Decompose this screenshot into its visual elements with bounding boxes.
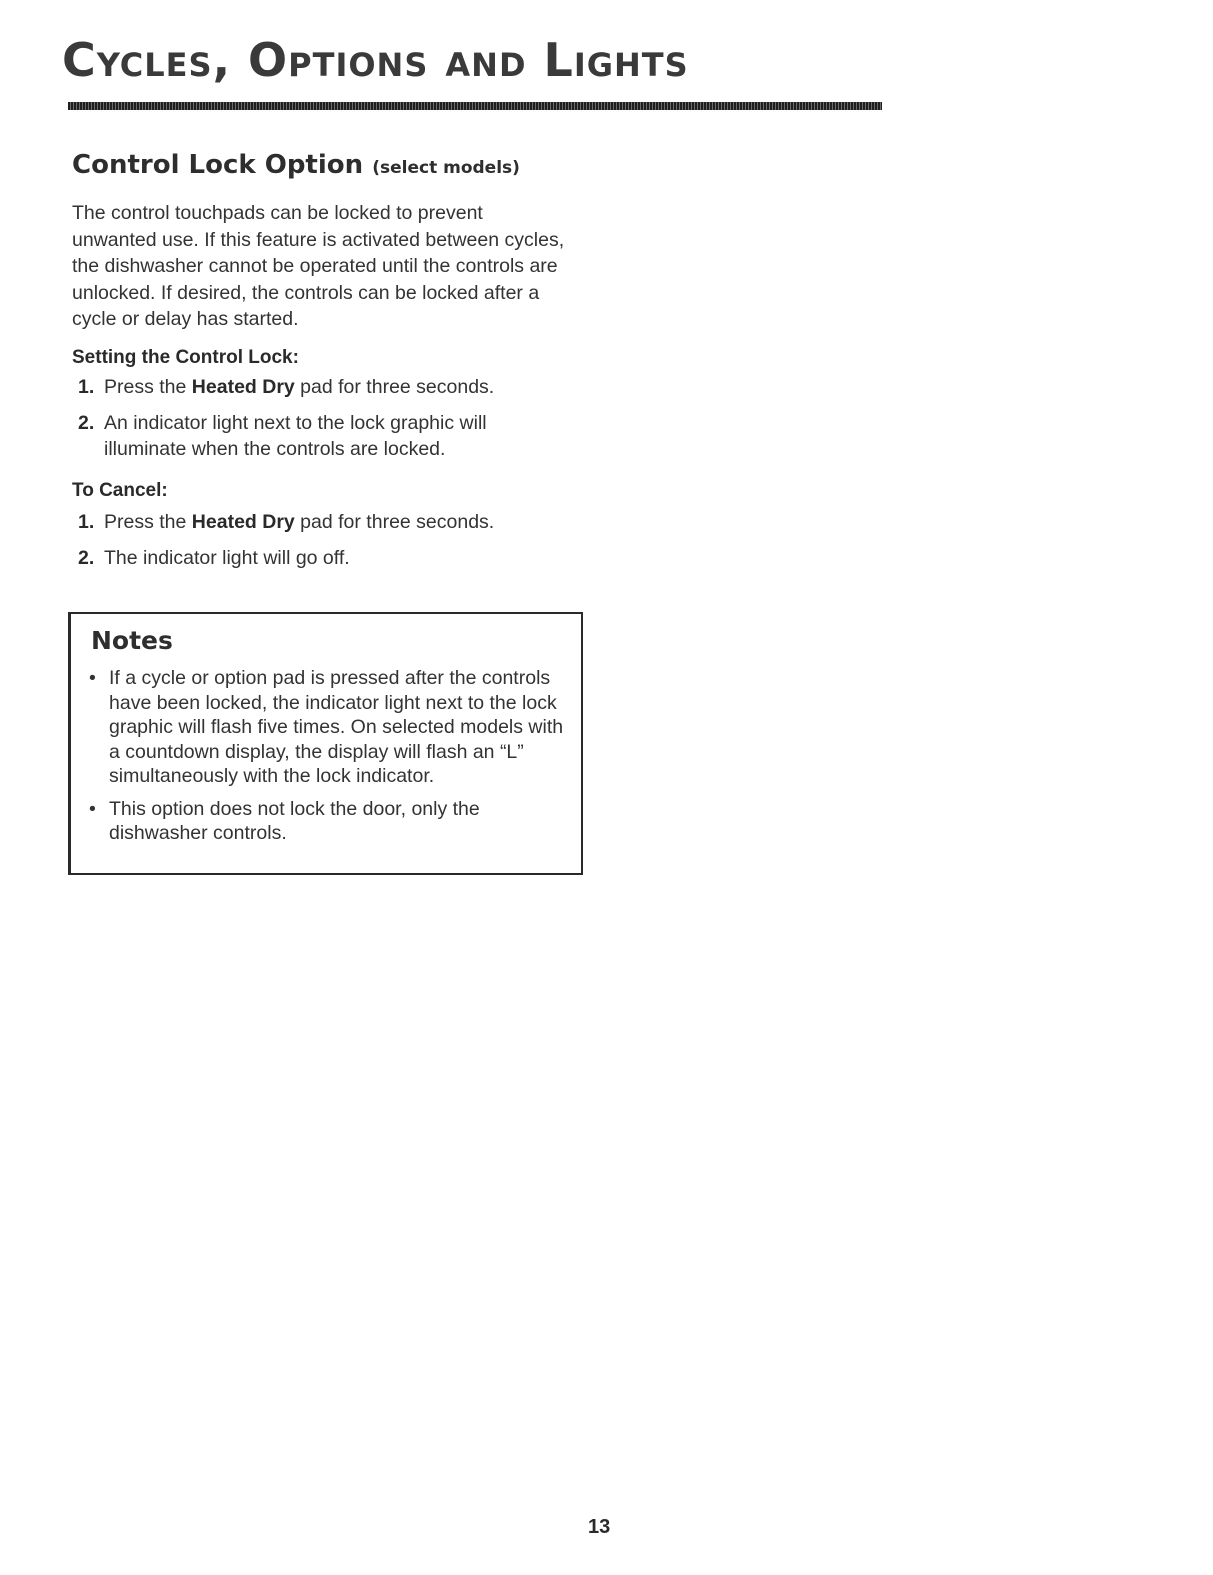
notes-box xyxy=(68,612,583,875)
setting-step-2 xyxy=(72,410,572,462)
step-text-before: Press the xyxy=(104,511,192,533)
step-text-after: pad for three seconds. xyxy=(294,376,495,398)
section-heading xyxy=(72,148,520,185)
page-number: 13 xyxy=(588,1516,611,1538)
setting-heading: Setting the Control Lock: xyxy=(72,347,299,368)
step-number: 1. xyxy=(78,376,95,398)
notes-heading: Notes xyxy=(91,626,173,655)
step-text-bold: Heated Dry xyxy=(191,376,295,398)
cancel-step-2 xyxy=(72,545,572,571)
step-text: The indicator light will go off. xyxy=(104,547,350,569)
note-item xyxy=(85,797,579,846)
setting-steps xyxy=(72,374,572,472)
page-title: Cycles, Options and Lights xyxy=(62,33,689,87)
note-text: If a cycle or option pad is pressed after the controls have been locked, the indicator light next to the lock graphic will flash five times. On selected models with a countdown display, the display will flash an “L” simultaneously with the lock indicator. xyxy=(109,667,564,787)
cancel-heading: To Cancel: xyxy=(72,480,168,501)
step-text: An indicator light next to the lock graphic will illuminate when the controls are locked. xyxy=(104,412,487,460)
cancel-steps xyxy=(72,509,572,581)
bullet-icon: • xyxy=(89,667,96,689)
step-number: 2. xyxy=(78,547,95,569)
note-item xyxy=(85,666,579,789)
step-number: 2. xyxy=(78,412,95,434)
setting-step-1 xyxy=(72,374,572,400)
section-heading-text: Control Lock Option xyxy=(72,150,364,180)
cancel-step-1 xyxy=(72,509,572,535)
step-text-after: pad for three seconds. xyxy=(294,511,495,533)
notes-list xyxy=(85,666,579,854)
step-number: 1. xyxy=(78,511,95,533)
title-divider xyxy=(68,102,882,110)
step-text-bold: Heated Dry xyxy=(191,511,295,533)
note-text: This option does not lock the door, only the dishwasher controls. xyxy=(109,797,480,844)
step-text-before: Press the xyxy=(104,376,192,398)
bullet-icon: • xyxy=(89,797,96,820)
section-qualifier: (select models) xyxy=(372,158,520,178)
intro-paragraph: The control touchpads can be locked to prevent unwanted use. If this feature is activated between cycles, the dishwasher cannot be operated until the controls are unlocked. If desired, the controls can be locked after a cycle or delay has started. xyxy=(72,202,565,331)
